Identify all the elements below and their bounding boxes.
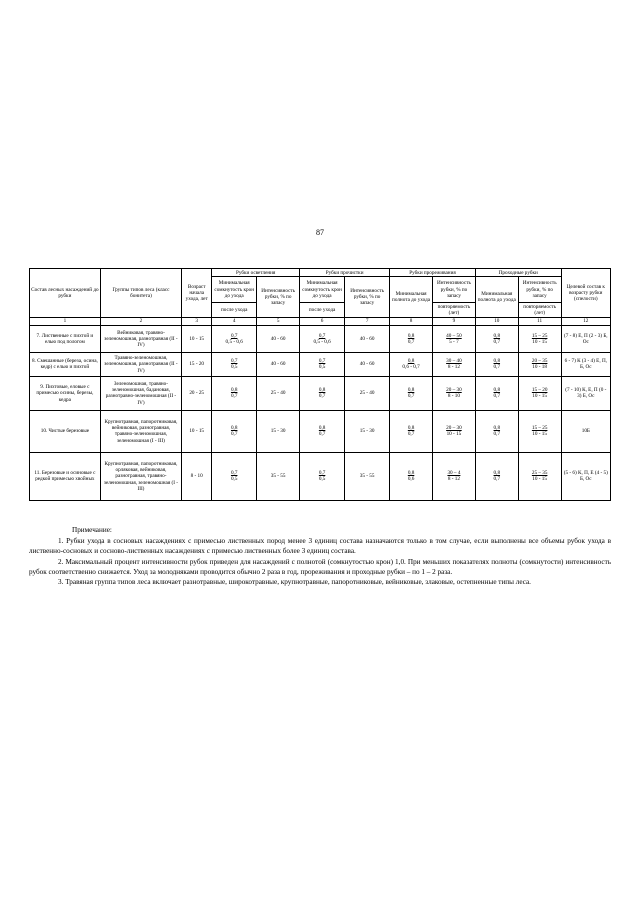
- cell-fraction: $\frac{0,8}{0,7}$: [475, 410, 518, 452]
- column-number: 4: [212, 317, 257, 325]
- cell-composition: 10. Чистые березовые: [30, 410, 101, 452]
- column-number: 8: [390, 317, 433, 325]
- column-number: 5: [257, 317, 300, 325]
- cell-fraction: $\frac{0,8}{0,7}$: [212, 410, 257, 452]
- column-number: 1: [30, 317, 101, 325]
- cell-intensity: 35 - 55: [257, 452, 300, 500]
- header-min-density: Минимальная полнота до ухода: [475, 277, 518, 317]
- cell-fraction: $\frac{30 - 4}{8 - 12}$: [433, 452, 476, 500]
- header-repeatability: повторяемость (лет): [433, 303, 476, 317]
- page-number: 87: [316, 228, 324, 237]
- cell-intensity: 15 - 30: [345, 410, 390, 452]
- header-min-crown: Минимальная сомкнутость крон до ухода: [212, 277, 257, 303]
- cell-fraction: $\frac{30 - 40}{8 - 12}$: [433, 352, 476, 376]
- table-row: [30, 452, 611, 500]
- cell-target: (7 - 8) Е, П (2 - 3) Б, Ос: [561, 325, 610, 352]
- column-number: 11: [518, 317, 561, 325]
- cell-intensity: 15 - 30: [257, 410, 300, 452]
- cell-age: 20 - 25: [182, 376, 212, 410]
- cell-fraction: $\frac{15 - 25}{10 - 15}$: [518, 410, 561, 452]
- cell-intensity: 40 - 60: [257, 325, 300, 352]
- cell-fraction: $\frac{0,8}{0,7}$: [212, 376, 257, 410]
- cell-forest-type: Крупнотравная, папоротниковая, вейниковая, разнотравная, травяно-зеленомошная, зеленомошная (I - III): [100, 410, 181, 452]
- cell-fraction: $\frac{0,8}{0,7}$: [300, 410, 345, 452]
- header-group-cleaning: Рубки прочистки: [300, 269, 390, 277]
- cell-intensity: 35 - 55: [345, 452, 390, 500]
- cell-forest-type: Вейниковая, травяно-зеленомошная, разнотравная (II - IV): [100, 325, 181, 352]
- cell-composition: 7. Лиственные с пихтой и елью под пологом: [30, 325, 101, 352]
- cell-fraction: $\frac{0,7}{0,5}$: [212, 452, 257, 500]
- column-number: 12: [561, 317, 610, 325]
- cell-age: 8 - 10: [182, 452, 212, 500]
- column-number: 7: [345, 317, 390, 325]
- cell-fraction: $\frac{25 - 35}{10 - 15}$: [518, 452, 561, 500]
- cell-fraction: $\frac{0,7}{0,5 - 0,6}$: [300, 325, 345, 352]
- header-intensity: Интенсивность рубки, % по запасу: [257, 277, 300, 317]
- column-number: 10: [475, 317, 518, 325]
- cell-fraction: $\frac{0,8}{0,7}$: [475, 376, 518, 410]
- header-age: Возраст начала ухода, лет: [182, 269, 212, 318]
- column-number: 3: [182, 317, 212, 325]
- table-row: [30, 376, 611, 410]
- cell-composition: 11. Березовые и осиновые с редкой примесью хвойных: [30, 452, 101, 500]
- cell-fraction: $\frac{0,8}{0,7}$: [390, 325, 433, 352]
- header-after-care: после ухода: [212, 303, 257, 317]
- cell-target: 10Б: [561, 410, 610, 452]
- cell-forest-type: Крупнотравная, папоротниковая, орляковая, вейниковая, разнотравная, травяно-зеленомошная, зеленомошная (I - III): [100, 452, 181, 500]
- header-intensity: Интенсивность рубки, % по запасу: [345, 277, 390, 317]
- notes-title: Примечание:: [72, 526, 112, 534]
- header-group-passing: Проходные рубки: [475, 269, 561, 277]
- cell-fraction: $\frac{40 - 50}{5 - 7}$: [433, 325, 476, 352]
- column-number: 2: [100, 317, 181, 325]
- cell-fraction: $\frac{20 - 30}{10 - 15}$: [433, 410, 476, 452]
- cell-fraction: $\frac{0,8}{0,7}$: [475, 325, 518, 352]
- cell-age: 10 - 15: [182, 325, 212, 352]
- cell-fraction: $\frac{0,7}{0,5}$: [300, 452, 345, 500]
- column-number: 6: [300, 317, 345, 325]
- cell-fraction: $\frac{0,8}{0,6 - 0,7}$: [390, 352, 433, 376]
- cell-fraction: $\frac{0,7}{0,5}$: [300, 352, 345, 376]
- header-intensity: Интенсивность рубки, % по запасу: [518, 277, 561, 303]
- table-row: [30, 352, 611, 376]
- cell-target: (5 - 6) К, П, Е (4 - 5) Б, Ос: [561, 452, 610, 500]
- table-row: [30, 410, 611, 452]
- cell-intensity: 40 - 60: [257, 352, 300, 376]
- cell-fraction: $\frac{0,8}{0,7}$: [475, 452, 518, 500]
- cell-fraction: $\frac{0,8}{0,7}$: [390, 376, 433, 410]
- cell-fraction: $\frac{0,7}{0,5}$: [212, 352, 257, 376]
- notes-section: [29, 525, 611, 587]
- header-group-clarification: Рубки осветления: [212, 269, 300, 277]
- column-number: 9: [433, 317, 476, 325]
- table-row: [30, 325, 611, 352]
- header-min-density: Минимальная полнота до ухода: [390, 277, 433, 317]
- cell-forest-type: Травяно-зеленомошная, зеленомошная, разнотравная (II - IV): [100, 352, 181, 376]
- cell-fraction: $\frac{15 - 20}{10 - 15}$: [518, 376, 561, 410]
- cell-fraction: $\frac{15 - 25}{10 - 15}$: [518, 325, 561, 352]
- cell-fraction: $\frac{0,8}{0,7}$: [475, 352, 518, 376]
- cell-fraction: $\frac{20 - 30}{8 - 10}$: [433, 376, 476, 410]
- thinning-table: [29, 268, 611, 501]
- cell-fraction: $\frac{0,8}{0,6}$: [390, 452, 433, 500]
- header-composition: Состав лесных насаждений до рубки: [30, 269, 101, 318]
- cell-composition: 8. Смешанные (береза, осина, кедр) с елью и пихтой: [30, 352, 101, 376]
- cell-target: (7 - 10) К, Е, П (0 - 3) Б, Ос: [561, 376, 610, 410]
- cell-intensity: 40 - 60: [345, 325, 390, 352]
- note-item: 1. Рубки ухода в сосновых насаждениях с примесью лиственных пород менее 3 единиц состава назначаются только в том случае, если выполнены все объемы рубок ухода в лиственно-сосновых и сосново-лиственных насаждениях с примесью лиственных более 3 единиц состава.: [29, 537, 611, 556]
- cell-intensity: 40 - 60: [345, 352, 390, 376]
- note-item: 2. Максимальный процент интенсивности рубок приведен для насаждений с полнотой (сомкнутостью крон) 1,0. При меньших показателях полноты (сомкнутости) интенсивность рубок соответственно снижается. Уход за молодняками проводится обычно 2 раза в год, прореживания и проходные рубки – по 1 – 2 раза.: [29, 557, 611, 576]
- header-group-thinning: Рубки прореживания: [390, 269, 476, 277]
- header-forest-type: Группы типов леса (класс бонитета): [100, 269, 181, 318]
- cell-forest-type: Зеленомошная, травяно-зеленомошная, бадановая, разнотравно-зеленомошная (II - IV): [100, 376, 181, 410]
- cell-fraction: $\frac{0,7}{0,5 - 0,6}$: [212, 325, 257, 352]
- note-item: 3. Травяная группа типов леса включает разнотравные, широкотравные, крупнотравные, папоротниковые, вейниковые, злаковые, остепненные типы леса.: [58, 578, 531, 587]
- cell-fraction: $\frac{0,8}{0,7}$: [300, 376, 345, 410]
- cell-fraction: $\frac{0,8}{0,7}$: [390, 410, 433, 452]
- cell-age: 10 - 15: [182, 410, 212, 452]
- cell-composition: 9. Пихтовые, еловые с примесью осины, березы, кедра: [30, 376, 101, 410]
- cell-intensity: 25 - 40: [257, 376, 300, 410]
- header-min-crown: Минимальная сомкнутость крон до ухода: [300, 277, 345, 303]
- cell-intensity: 25 - 40: [345, 376, 390, 410]
- header-after-care: после ухода: [300, 303, 345, 317]
- cell-age: 15 - 20: [182, 352, 212, 376]
- header-repeatability: повторяемость (лет): [518, 303, 561, 317]
- cell-target: 6 - 7) К (3 - 4) Е, П, Б, Ос: [561, 352, 610, 376]
- header-target-composition: Целевой состав к возрасту рубки (спелости): [561, 269, 610, 318]
- header-intensity: Интенсивность рубки, % по запасу: [433, 277, 476, 303]
- cell-fraction: $\frac{20 - 35}{10 - 18}$: [518, 352, 561, 376]
